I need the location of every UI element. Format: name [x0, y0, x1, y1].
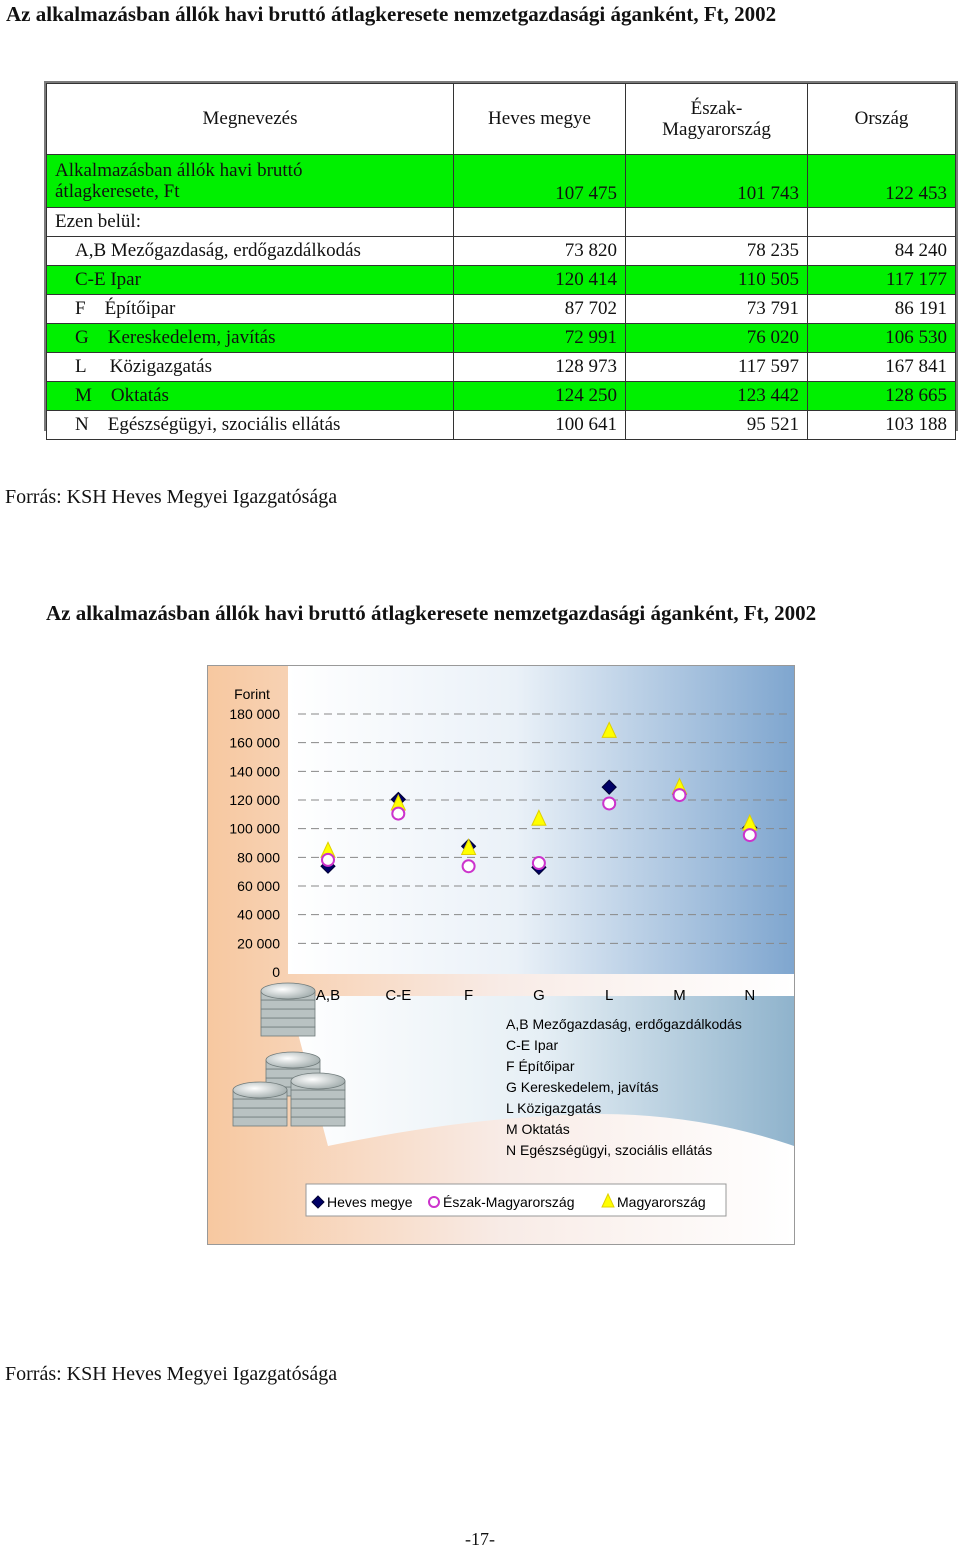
legend-label: Magyarország: [617, 1194, 706, 1210]
row-label: A,B Mezőgazdaság, erdőgazdálkodás: [47, 237, 454, 266]
circle-marker: [603, 797, 615, 809]
source-note: Forrás: KSH Heves Megyei Igazgatósága: [5, 486, 338, 508]
table-row: [47, 237, 956, 266]
cell-heves: 128 973: [454, 353, 626, 382]
coin: [291, 1099, 345, 1108]
coin: [291, 1108, 345, 1117]
cell-eszak: 117 597: [626, 353, 808, 382]
circle-marker: [533, 857, 545, 869]
coin: [291, 1090, 345, 1099]
coin: [233, 1099, 287, 1108]
cell-eszak: 101 743: [626, 155, 808, 208]
x-tick-label: M: [673, 987, 686, 1004]
y-tick-label: 0: [272, 964, 280, 980]
y-axis-title: Forint: [234, 686, 270, 702]
coin: [291, 1117, 345, 1126]
cell-eszak: 123 442: [626, 382, 808, 411]
circle-legend-marker: [429, 1197, 439, 1207]
y-tick-label: 80 000: [237, 849, 280, 866]
legend-label: Észak-Magyarország: [443, 1194, 575, 1210]
empty-cell: [454, 208, 626, 237]
series-legend: [306, 1184, 726, 1216]
empty-cell: [808, 208, 956, 237]
cell-eszak: 73 791: [626, 295, 808, 324]
row-label-line1: Alkalmazásban állók havi bruttó: [55, 160, 303, 181]
table-row: [47, 155, 956, 208]
y-tick-label: 60 000: [237, 878, 280, 894]
x-tick-label: G: [533, 987, 545, 1004]
row-label: N Egészségügyi, szociális ellátás: [47, 411, 454, 440]
table-row: [47, 353, 956, 382]
cell-orszag: 106 530: [808, 324, 956, 353]
table-row: [47, 324, 956, 353]
cell-eszak: 95 521: [626, 411, 808, 440]
table-row: [47, 266, 956, 295]
cell-heves: 120 414: [454, 266, 626, 295]
x-tick-label: N: [744, 987, 756, 1004]
header-eszak-line1: Észak-: [690, 98, 743, 119]
header-heves: Heves megye: [454, 84, 626, 155]
cell-orszag: 86 191: [808, 295, 956, 324]
y-tick-label: 120 000: [229, 792, 280, 808]
y-tick-label: 20 000: [237, 935, 280, 952]
cell-eszak: 110 505: [626, 266, 808, 295]
cell-orszag: 122 453: [808, 155, 956, 208]
cell-orszag: 128 665: [808, 382, 956, 411]
page-number: -17-: [465, 1529, 495, 1549]
coin: [261, 1027, 315, 1036]
salary-table: [44, 81, 958, 435]
row-label: [47, 155, 454, 208]
chart-title: Az alkalmazásban állók havi bruttó átlagkeresete nemzetgazdasági áganként, Ft, 2002: [46, 601, 817, 625]
category-legend-item: A,B Mezőgazdaság, erdőgazdálkodás: [506, 1016, 742, 1032]
cell-orszag: 103 188: [808, 411, 956, 440]
category-legend-item: M Oktatás: [506, 1121, 570, 1137]
coin-top: [291, 1073, 345, 1089]
y-tick-label: 40 000: [237, 906, 280, 923]
header-eszak-line2: Magyarország: [662, 119, 771, 140]
x-tick-label: A,B: [315, 987, 341, 1004]
table-row: [47, 295, 956, 324]
coin: [261, 1000, 315, 1009]
row-label: Ezen belül:: [47, 208, 454, 237]
header-orszag: Ország: [808, 84, 956, 155]
y-tick-label: 180 000: [229, 706, 280, 722]
empty-cell: [626, 208, 808, 237]
coin: [233, 1108, 287, 1117]
header-megnevezes: Megnevezés: [47, 84, 454, 155]
cell-orszag: 84 240: [808, 237, 956, 266]
category-legend-item: N Egészségügyi, szociális ellátás: [506, 1142, 713, 1158]
table-row: [47, 208, 956, 237]
category-legend-item: F Építőipar: [506, 1058, 575, 1074]
cell-heves: 73 820: [454, 237, 626, 266]
circle-marker: [744, 829, 756, 841]
page-title: Az alkalmazásban állók havi bruttó átlagkeresete nemzetgazdasági áganként, Ft, 2002: [6, 2, 777, 26]
row-label: F Építőipar: [47, 295, 454, 324]
y-tick-label: 160 000: [229, 734, 280, 751]
chart-frame: [207, 665, 795, 1245]
coin-top: [261, 983, 315, 999]
category-legend-item: L Közigazgatás: [506, 1100, 602, 1116]
table-row: [47, 411, 956, 440]
circle-marker: [322, 854, 334, 866]
row-label: L Közigazgatás: [47, 353, 454, 382]
cell-orszag: 117 177: [808, 266, 956, 295]
header-eszak: [626, 84, 808, 155]
coin-top: [266, 1052, 320, 1068]
table-row: [47, 382, 956, 411]
x-tick-label: L: [605, 987, 614, 1004]
circle-marker: [463, 860, 475, 872]
cell-heves: 87 702: [454, 295, 626, 324]
category-legend-item: C-E Ipar: [506, 1037, 559, 1053]
y-tick-label: 100 000: [229, 820, 280, 837]
table-header-row: [47, 84, 956, 155]
row-label: G Kereskedelem, javítás: [47, 324, 454, 353]
cell-eszak: 78 235: [626, 237, 808, 266]
coin: [261, 1009, 315, 1018]
coin: [261, 1018, 315, 1027]
cell-orszag: 167 841: [808, 353, 956, 382]
x-tick-label: F: [464, 987, 474, 1004]
circle-marker: [674, 789, 686, 801]
cell-heves: 107 475: [454, 155, 626, 208]
x-tick-label: C-E: [385, 987, 412, 1004]
cell-heves: 100 641: [454, 411, 626, 440]
cell-heves: 124 250: [454, 382, 626, 411]
circle-marker: [392, 808, 404, 820]
cell-heves: 72 991: [454, 324, 626, 353]
row-label-line2: átlagkeresete, Ft: [55, 181, 180, 202]
legend-label: Heves megye: [327, 1194, 413, 1210]
category-legend-item: G Kereskedelem, javítás: [506, 1079, 659, 1095]
y-tick-label: 140 000: [229, 763, 280, 780]
source-note: Forrás: KSH Heves Megyei Igazgatósága: [5, 1363, 338, 1385]
row-label: C-E Ipar: [47, 266, 454, 295]
coin: [233, 1117, 287, 1126]
row-label: M Oktatás: [47, 382, 454, 411]
scatter-chart: [208, 666, 794, 1244]
coin-top: [233, 1082, 287, 1098]
cell-eszak: 76 020: [626, 324, 808, 353]
